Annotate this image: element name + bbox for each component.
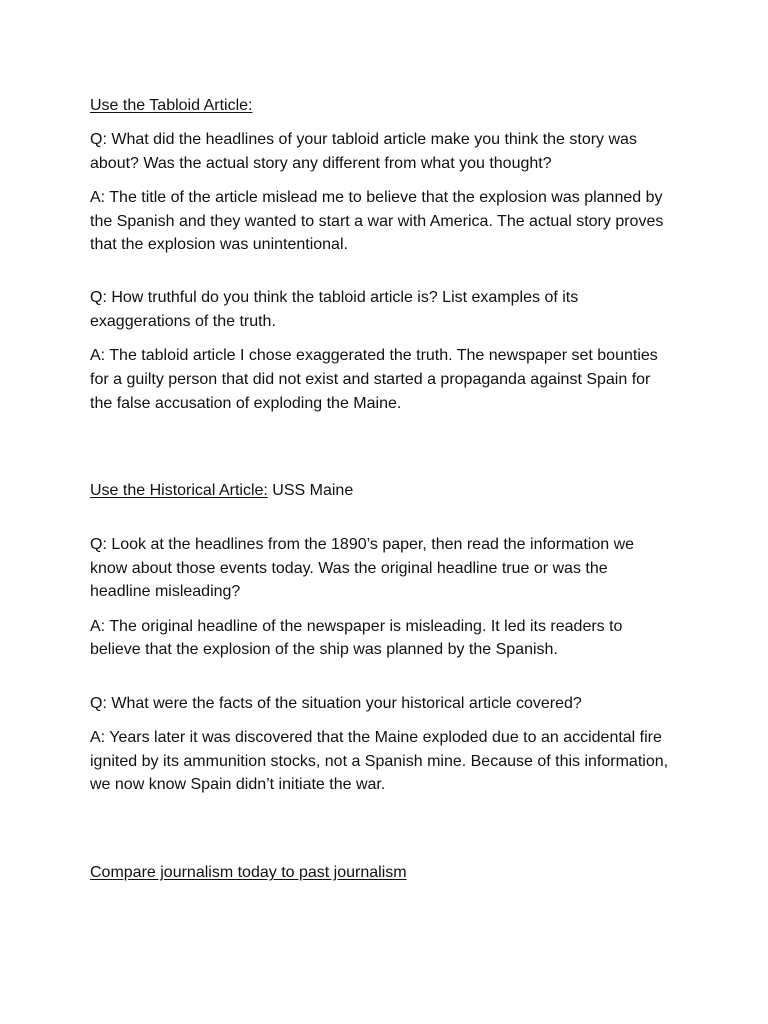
question-3-line-1: Q: Look at the headlines from the 1890’s paper, then read the information we [90, 536, 635, 553]
historical-section-heading: Use the Historical Article: [90, 482, 268, 499]
question-1-line-1: Q: What did the headlines of your tabloid article make you think the story was [90, 131, 637, 148]
answer-2-line-2: for a guilty person that did not exist and started a propaganda against Spain for [90, 371, 651, 388]
question-2-line-1: Q: How truthful do you think the tabloid article is? List examples of its [90, 289, 579, 306]
tabloid-section-heading: Use the Tabloid Article: [90, 97, 253, 114]
answer-2-line-1: A: The tabloid article I chose exaggerated the truth. The newspaper set bounties [90, 347, 658, 364]
question-3-line-2: know about those events today. Was the original headline true or was the [90, 560, 608, 577]
historical-section-heading-line [90, 479, 700, 503]
question-1-line-2: about? Was the actual story any different from what you thought? [90, 155, 552, 172]
answer-3-line-1: A: The original headline of the newspaper is misleading. It led its readers to [90, 618, 623, 635]
answer-1-line-3: that the explosion was unintentional. [90, 236, 348, 253]
answer-4-line-1: A: Years later it was discovered that the Maine exploded due to an accidental fire [90, 729, 662, 746]
answer-4-line-3: we now know Spain didn’t initiate the war. [90, 776, 386, 793]
answer-3-line-2: believe that the explosion of the ship was planned by the Spanish. [90, 641, 558, 658]
answer-1-line-1: A: The title of the article mislead me to believe that the explosion was planned by [90, 189, 663, 206]
question-3-line-3: headline misleading? [90, 583, 241, 600]
question-4-line-1: Q: What were the facts of the situation your historical article covered? [90, 695, 582, 712]
question-2-line-2: exaggerations of the truth. [90, 313, 276, 330]
compare-section-heading: Compare journalism today to past journalism [90, 864, 407, 881]
answer-1-line-2: the Spanish and they wanted to start a war with America. The actual story proves [90, 213, 664, 230]
answer-4-line-2: ignited by its ammunition stocks, not a Spanish mine. Because of this information, [90, 753, 669, 770]
answer-2-line-3: the false accusation of exploding the Maine. [90, 395, 402, 412]
historical-article-subject: USS Maine [272, 482, 354, 499]
